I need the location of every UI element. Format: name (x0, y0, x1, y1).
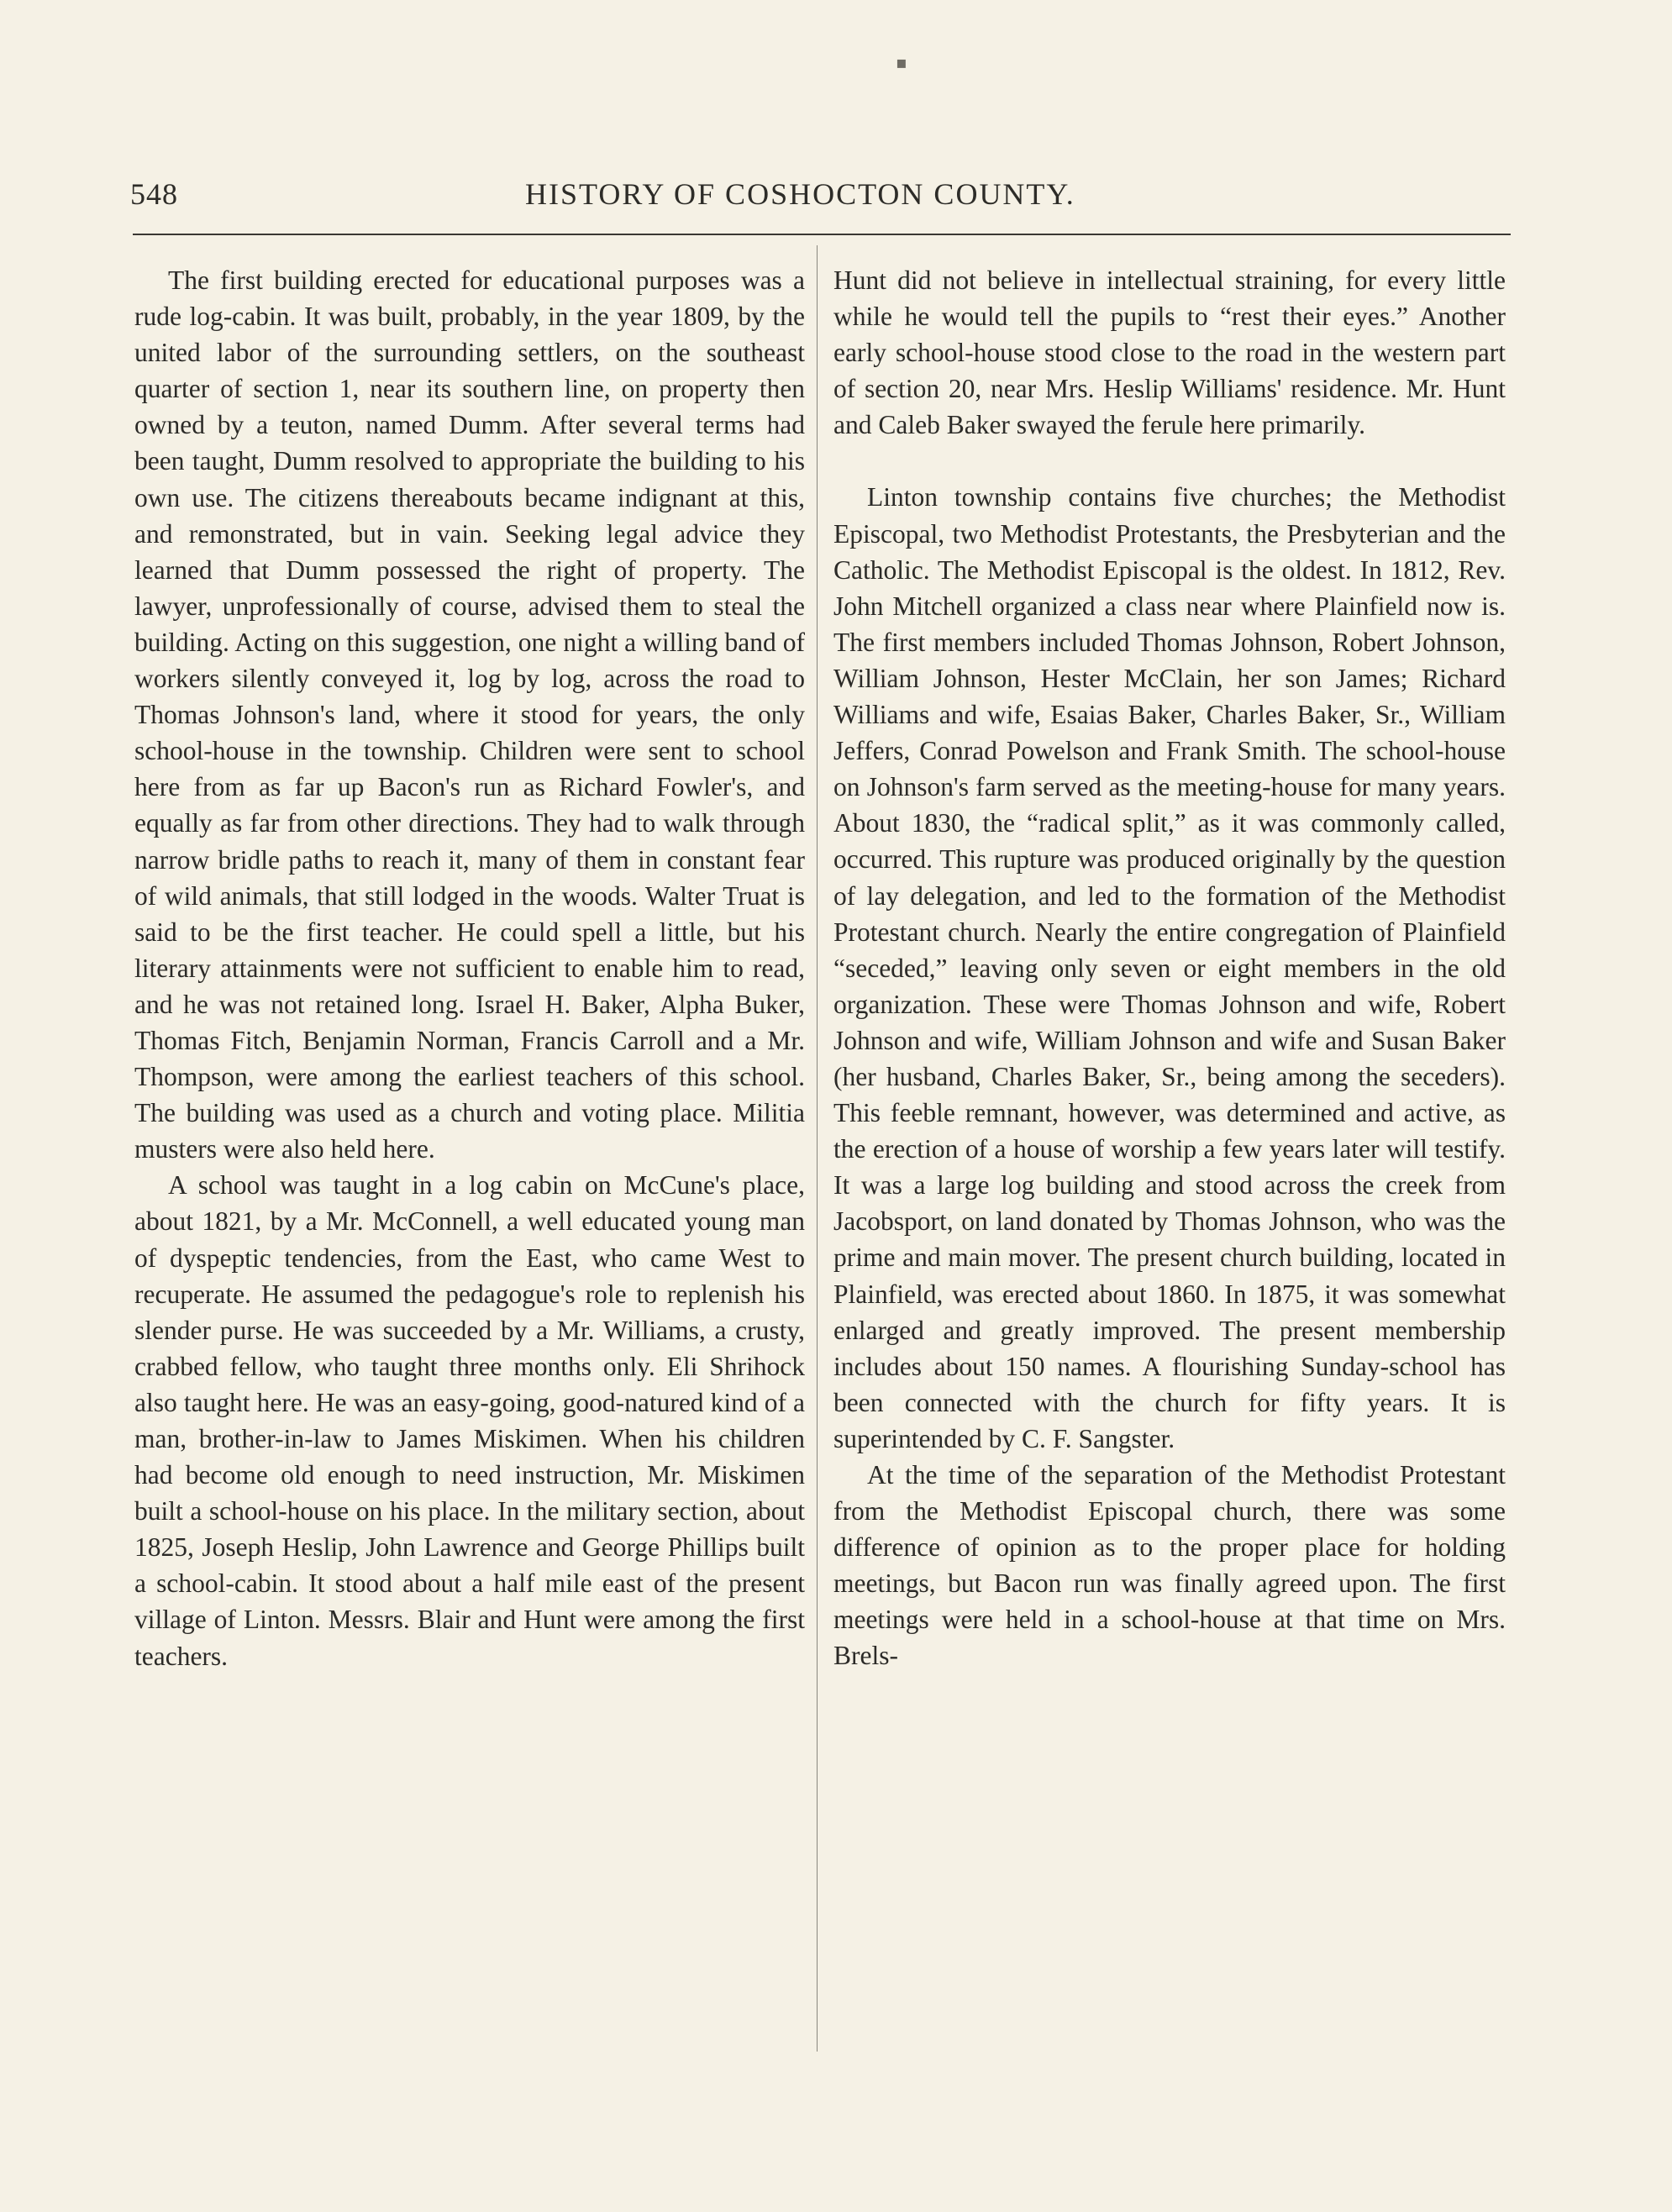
section-break (833, 443, 1506, 479)
header-rule (133, 234, 1511, 235)
paragraph-first-building: The first building erected for educational purposes was a rude log-cabin. It was built, probably, in the year 1809, by the united labor of the surrounding settlers, on the southeast quarter of section 1, near its southern line, on property then owned by a teuton, named Dumm. After several terms had been taught, Dumm resolved to appropriate the building to his own use. The citizens thereabouts became indignant at this, and remonstrated, but in vain. Seeking legal advice they learned that Dumm possessed the right of property. The lawyer, unprofessionally of course, advised them to steal the building. Acting on this suggestion, one night a willing band of workers silently conveyed it, log by log, across the road to Thomas Johnson's land, where it stood for years, the only school-house in the township. Children were sent to school here from as far up Bacon's run as Richard Fowler's, and equally as far from other directions. They had to walk through narrow bridle paths to reach it, many of them in constant fear of wild animals, that still lodged in the woods. Walter Truat is said to be the first teacher. He could spell a little, but his literary attainments were not sufficient to enable him to read, and he was not retained long. Israel H. Baker, Alpha Buker, Thomas Fitch, Benjamin Norman, Francis Carroll and a Mr. Thompson, were among the earliest teachers of this school. The building was used as a church and voting place. Militia musters were also held here. (134, 265, 805, 1164)
print-speck: ▪ (896, 52, 907, 72)
right-column (833, 262, 1506, 1674)
left-column (134, 262, 805, 1674)
paragraph-churches: Linton township contains five churches; the Methodist Episcopal, two Methodist Protestants, the Presbyterian and the Catholic. The Methodist Episcopal is the oldest. In 1812, Rev. John Mitchell organized a class near where Plainfield now is. The first members included Thomas Johnson, Robert Johnson, William Johnson, Hester McClain, her son James; Richard Williams and wife, Esaias Baker, Charles Baker, Sr., William Jeffers, Conrad Powelson and Frank Smith. The school-house on Johnson's farm served as the meeting-house for many years. About 1830, the “radical split,” as it was commonly called, occurred. This rupture was produced originally by the question of lay delegation, and led to the formation of the Methodist Protestant church. Nearly the entire congregation of Plainfield “seceded,” leaving only seven or eight members in the old organization. These were Thomas Johnson and wife, Robert Johnson and wife, William Johnson and wife and Susan Baker (her husband, Charles Baker, Sr., being among the seceders). This feeble remnant, however, was determined and active, as the erection of a house of worship a few years later will testify. It was a large log building and stood across the creek from Jacobsport, on land donated by Thomas Johnson, who was the prime and main mover. The present church building, located in Plainfield, was erected about 1860. In 1875, it was somewhat enlarged and greatly improved. The present membership includes about 150 names. A flourishing Sunday-school has been connected with the church for fifty years. It is superintended by C. F. Sangster. (833, 482, 1506, 1453)
running-title: HISTORY OF COSHOCTON COUNTY. (525, 177, 1075, 211)
paragraph-continuation: Hunt did not believe in intellectual straining, for every little while he would tell the pupils to “rest their eyes.” Another early school-house stood close to the road in the western part of section 20, near Mrs. Heslip Williams' residence. Mr. Hunt and Caleb Baker swayed the ferule here primarily. (833, 265, 1506, 440)
paragraph-mccune-school: A school was taught in a log cabin on McCune's place, about 1821, by a Mr. McConnell, a well educated young man of dyspeptic tendencies, from the East, who came West to recuperate. He assumed the pedagogue's role to replenish his slender purse. He was succeeded by a Mr. Williams, a crusty, crabbed fellow, who taught three months only. Eli Shrihock also taught here. He was an easy-going, good-natured kind of a man, brother-in-law to James Miskimen. When his children had become old enough to need instruction, Mr. Miskimen built a school-house on his place. In the military section, about 1825, Joseph Heslip, John Lawrence and George Phillips built a school-cabin. It stood about a half mile east of the present village of Linton. Messrs. Blair and Hunt were among the first teachers. (134, 1170, 805, 1671)
paragraph-separation: At the time of the separation of the Methodist Protestant from the Methodist Episcopal church, there was some difference of opinion as to the proper place for holding meetings, but Bacon run was finally agreed upon. The first meetings were held in a school-house at that time on Mrs. Brels- (833, 1460, 1506, 1671)
page-header (130, 176, 1508, 227)
page-number: 548 (130, 177, 178, 211)
column-divider (817, 245, 818, 2052)
